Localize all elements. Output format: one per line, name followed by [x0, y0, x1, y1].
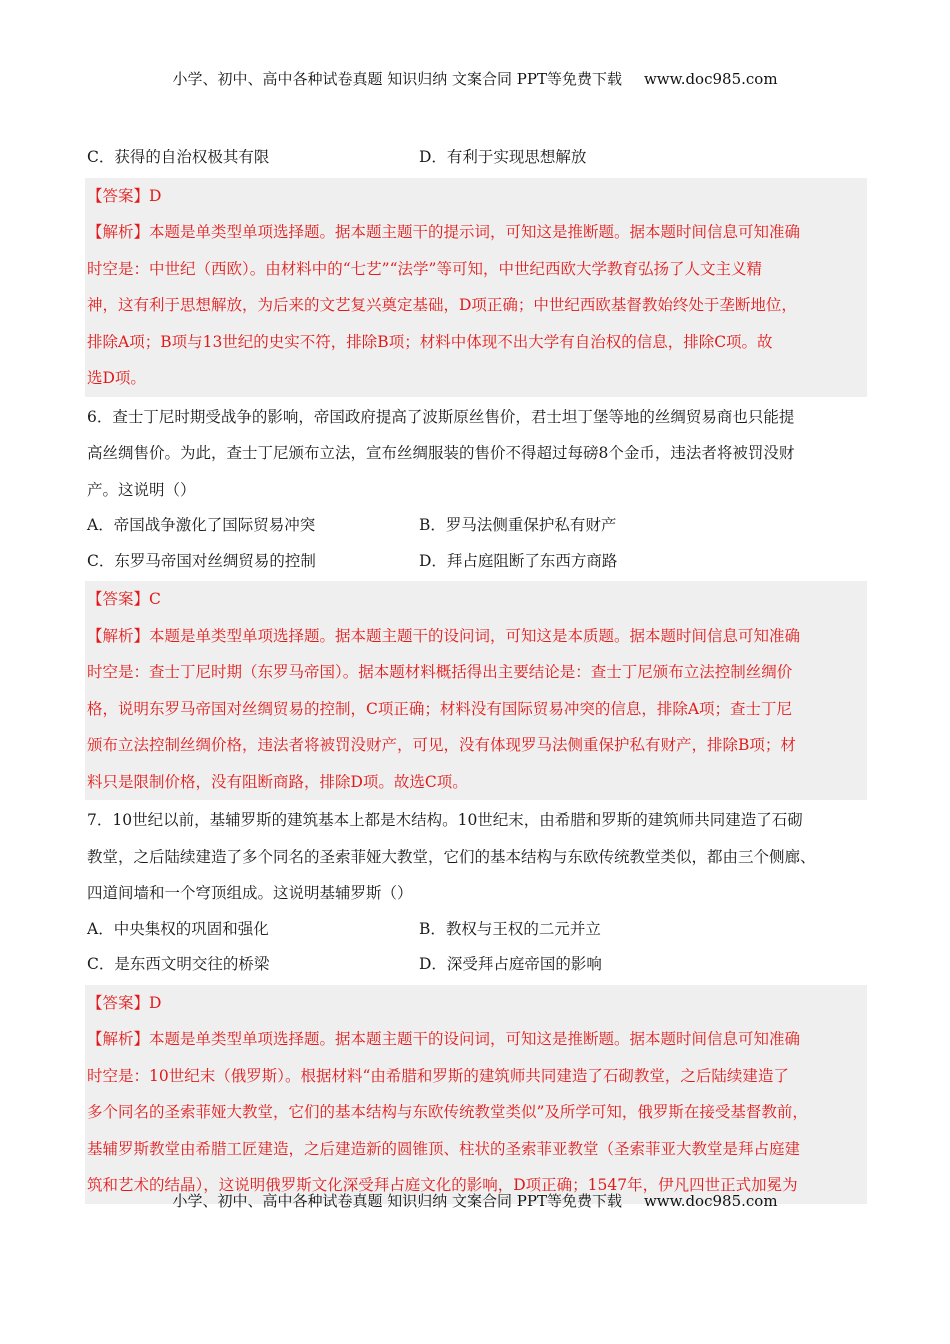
q7-stem-line-1: 7．10世纪以前，基辅罗斯的建筑基本上都是木结构。10世纪末，由希腊和罗斯的建筑师共同建造了石砌	[87, 811, 803, 829]
q5-analysis-line-1: 【解析】本题是单类型单项选择题。据本题主题干的提示词，可知这是推断题。据本题时间信息可知准确	[87, 223, 801, 241]
q5-analysis-line-4: 排除A项；B项与13世纪的史实不符，排除B项；材料中体现不出大学有自治权的信息，排除C项。故	[87, 332, 773, 351]
q6-analysis-line-3: 格，说明东罗马帝国对丝绸贸易的控制，C项正确；材料没有国际贸易冲突的信息，排除A项；查士丁尼	[87, 699, 793, 718]
footer-text: 小学、初中、高中各种试卷真题 知识归纳 文案合同 PPT等免费下载	[172, 1192, 622, 1210]
q7-analysis-line-4: 基辅罗斯教堂由希腊工匠建造，之后建造新的圆锥顶、柱状的圣索菲亚教堂（圣索菲亚大教堂是拜占庭建	[87, 1139, 801, 1158]
q7-analysis-line-1: 【解析】本题是单类型单项选择题。据本题主题干的设问词，可知这是推断题。据本题时间信息可知准确	[87, 1030, 801, 1048]
q5-option-c: C．获得的自治权极其有限	[87, 148, 270, 166]
q7-options-row-2	[87, 947, 865, 983]
q7-answer: 【答案】D	[87, 993, 162, 1012]
q7-analysis-line-3: 多个同名的圣索菲娅大教堂，它们的基本结构与东欧传统教堂类似”及所学可知，俄罗斯在接受基督教前，	[87, 1103, 808, 1121]
q6-analysis-line-5: 料只是限制价格，没有阻断商路，排除D项。故选C项。	[87, 772, 468, 791]
q6-option-d: D．拜占庭阻断了东西方商路	[419, 551, 618, 570]
q7-option-a: A．中央集权的巩固和强化	[87, 919, 269, 938]
q7-analysis-line-2: 时空是：10世纪末（俄罗斯）。根据材料“由希腊和罗斯的建筑师共同建造了石砌教堂，之后陆续建造了	[87, 1066, 789, 1085]
document-body	[87, 140, 865, 1206]
q6-answer: 【答案】C	[87, 590, 161, 608]
q7-stem-line-3: 四道间墙和一个穹顶组成。这说明基辅罗斯（）	[87, 884, 413, 902]
footer-site[interactable]: www.doc985.com	[643, 1192, 778, 1210]
q6-option-c: C．东罗马帝国对丝绸贸易的控制	[87, 551, 316, 570]
q6-analysis-line-4: 颁布立法控制丝绸价格，违法者将被罚没财产，可见，没有体现罗马法侧重保护私有财产，排除B项；材	[87, 736, 796, 754]
q6-stem-line-2: 高丝绸售价。为此，查士丁尼颁布立法，宣布丝绸服装的售价不得超过每磅8个金币，违法者将被罚没财	[87, 444, 795, 462]
q5-analysis-line-3: 神，这有利于思想解放，为后来的文艺复兴奠定基础，D项正确；中世纪西欧基督教始终处于垄断地位，	[87, 296, 797, 314]
q7-option-b: B．教权与王权的二元并立	[419, 919, 601, 938]
q5-analysis-line-5: 选D项。	[87, 369, 146, 387]
q6-option-a: A．帝国战争激化了国际贸易冲突	[87, 516, 316, 534]
header-site[interactable]: www.doc985.com	[643, 70, 778, 88]
q6-answer-block	[85, 581, 867, 800]
page-header	[0, 68, 950, 89]
q7-option-d: D．深受拜占庭帝国的影响	[419, 955, 602, 973]
q6-analysis-line-1: 【解析】本题是单类型单项选择题。据本题主题干的设问词，可知这是本质题。据本题时间信息可知准确	[87, 626, 801, 645]
q6-options-row-2	[87, 544, 865, 580]
q5-answer: 【答案】D	[87, 186, 162, 205]
q5-option-d: D．有利于实现思想解放	[419, 148, 587, 166]
q6-analysis-line-2: 时空是：查士丁尼时期（东罗马帝国）。据本题材料概括得出主要结论是：查士丁尼颁布立法控制丝绸价	[87, 663, 793, 681]
q7-option-c: C．是东西文明交往的桥梁	[87, 955, 270, 973]
q7-analysis-line-5: 筑和艺术的结晶），这说明俄罗斯文化深受拜占庭文化的影响，D项正确；1547年，伊凡四世正式加冕为	[87, 1176, 798, 1194]
page-footer	[0, 1190, 950, 1211]
q7-stem-line-2: 教堂，之后陆续建造了多个同名的圣索菲娅大教堂，它们的基本结构与东欧传统教堂类似，都由三个侧廊、	[87, 847, 816, 866]
q5-answer-block	[85, 178, 867, 397]
q6-stem-line-3: 产。这说明（）	[87, 480, 196, 499]
q6-stem-line-1: 6．查士丁尼时期受战争的影响，帝国政府提高了波斯原丝售价，君士坦丁堡等地的丝绸贸易商也只能提	[87, 407, 795, 426]
q7-options-row-1	[87, 912, 865, 948]
q6-option-b: B．罗马法侧重保护私有财产	[419, 516, 617, 534]
q5-analysis-line-2: 时空是：中世纪（西欧）。由材料中的“七艺”“法学”等可知，中世纪西欧大学教育弘扬了人文主义精	[87, 259, 762, 278]
q5-options-row-2	[87, 140, 865, 176]
q6-options-row-1	[87, 508, 865, 544]
header-text: 小学、初中、高中各种试卷真题 知识归纳 文案合同 PPT等免费下载	[172, 70, 622, 88]
q7-answer-block	[85, 985, 867, 1204]
